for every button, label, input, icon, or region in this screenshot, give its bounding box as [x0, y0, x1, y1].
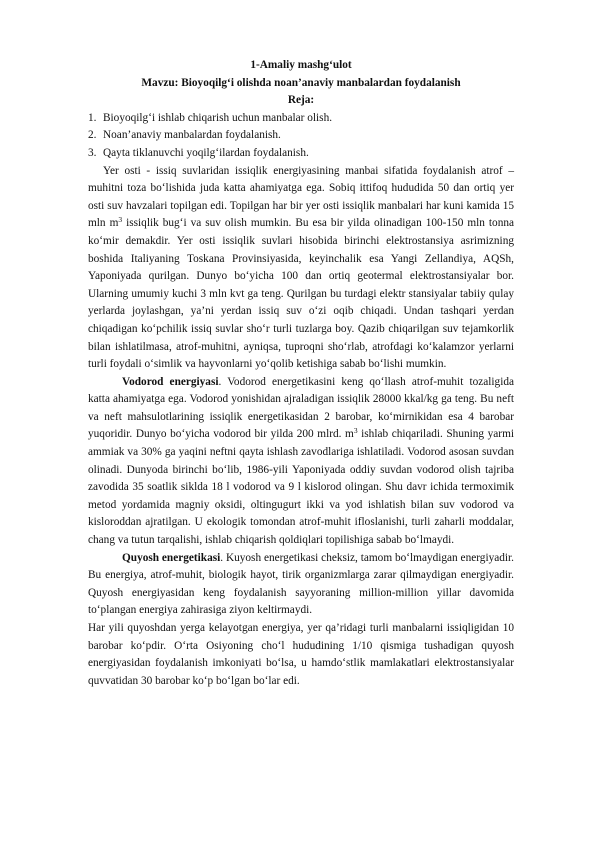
plan-item-number: 2. — [88, 129, 97, 142]
section-heading-solar: Quyosh energetikasi — [122, 551, 221, 564]
paragraph-geothermal — [88, 163, 514, 374]
superscript: 3 — [353, 426, 358, 436]
plan-item — [88, 110, 514, 128]
paragraph-solar-continued: Har yili quyoshdan yerga kelayotgan energiya, yer qa’ridagi turli manbalarni issiqligidan 10 barobar ko‘pdir. O‘rta Osiyoning cho‘l hududining 1/10 qismiga tushadigan quyosh energiyasidan foydalanish imkoniyati bo‘lsa, u hamdo‘stlik mamlakatlari elektrostansiyalar quvvatidan 30 barobar ko‘p bo‘lgan bo‘lar edi. — [88, 622, 514, 687]
paragraph-text: Yer osti - issiq suvlaridan issiqlik energiyasining manbai sifatida foydalanish atrof – muhitni toza bo‘lishida juda katta ahamiyatga ega. Sobiq ittifoq hududida 50 dan ortiq yer osti suv havzalari topilgan edi. Topilgan har bir yer osti issiqlik manbalari har kuni kamida 15 mln m — [88, 164, 514, 230]
plan-item-number: 3. — [88, 146, 97, 159]
paragraph-text: issiqlik bug‘i va suv olish mumkin. Bu esa bir yilda olinadigan 100-150 mln tonna ko‘mir demakdir. Yer osti issiqlik suvlari hisobida birinchi elektrostansiya asrimizning boshida Italiyaning Toskana Provinsiyasida, keyinchalik esa Yangi Zellandiya, AQSh, Yaponiyada qurilgan. Dunyo bo‘yicha 100 dan ortiq geotermal elektrostansiyalar bor. Ularning umumiy kuchi 3 mln kvt ga teng. Qurilgan bu turdagi elektr stansiyalar tabiiy qulay yerlarda joylashgan, ya’ni yerdan issiq suv o‘zi oqib chiqadi. Undan tashqari yerdan chiqadigan ko‘pchilik issiq suvlar sho‘r turli tuzlarga boy. Qazib chiqarilgan suv tejamkorlik bilan ishlatilmasa, atrof-muhitni, ayniqsa, tuproqni sho‘rlab, atrofdagi ko‘kalamzor yerlarni turli foydali o‘simlik va hayvonlarni yo‘qolib ketishiga sabab bo‘lishi mumkin. — [88, 217, 515, 371]
plan-heading: Reja: — [287, 94, 315, 107]
paragraph-text: . Kuyosh energetikasi cheksiz, tamom bo‘lmaydigan energiyadir. Bu energiya, atrof-muhit, biologik hayot, tirik organizmlarga zarar qilmaydigan energiyadir. Quyosh energiyasidan keng foydalanish sayyoraning million-million yillar davomida to‘plangan energiya zahirasiga ziyon keltirmaydi. — [88, 551, 514, 617]
plan-item-text: Noan’anaviy manbalardan foydalanish. — [103, 129, 281, 142]
plan-item — [88, 127, 514, 145]
paragraph-text: ishlab chiqariladi. Shuning yarmi ammiak va 30% ga yaqini neftni qayta ishlash zavodlariga ishlatiladi. Vodorod asosan suvdan olinadi. Dunyoda birinchi bo‘lib, 1986-yili Yaponiyada oddiy suvdan vodorod olish tajriba zavodida 35 soatlik siklda 18 l vodorod va 9 l kislorod olingan. Shu davr ichida termoximik metod yordamida magniy oksidi, oltingugurt ikki va yod ishlatish bilan suv vodorod va kisloroddan ajratilgan. U ekologik tomondan atrof-muhit ifloslanishi, turli zaharli moddalar, chang va tutun tarqalishi, ishlab chiqarish qoldiqlari topilishiga sabab bo‘lmaydi. — [88, 428, 514, 547]
paragraph-hydrogen — [88, 374, 514, 550]
plan-item-text: Bioyoqilg‘i ishlab chiqarish uchun manbalar olish. — [103, 111, 333, 124]
plan-item-number: 1. — [88, 111, 97, 124]
plan-list — [88, 110, 514, 163]
plan-item-text: Qayta tiklanuvchi yoqilg‘ilardan foydalanish. — [103, 146, 309, 159]
document-page — [88, 57, 514, 690]
paragraph-text: . Vodorod energetikasini keng qo‘llash atrof-muhit tozaligida katta ahamiyatga ega. Vodorod yonishidan ajraladigan issiqlik 28000 kkal/kg ga teng. Bu neft va neft mahsulotlarining issiqlik energetikasidan 2 barobar, ko‘mirnikidan esa 4 barobar yuqoridir. Dunyo bo‘yicha vodorod bir yilda 200 mlrd. m — [88, 375, 514, 441]
document-title: 1-Amaliy mashg‘ulot — [250, 59, 352, 71]
superscript: 3 — [118, 215, 123, 225]
paragraph-solar — [88, 550, 514, 620]
document-topic: Mavzu: Bioyoqilg‘i olishda noan’anaviy manbalardan foydalanish — [141, 76, 461, 89]
section-heading-hydrogen: Vodorod energiyasi — [122, 375, 219, 388]
plan-item — [88, 145, 514, 163]
